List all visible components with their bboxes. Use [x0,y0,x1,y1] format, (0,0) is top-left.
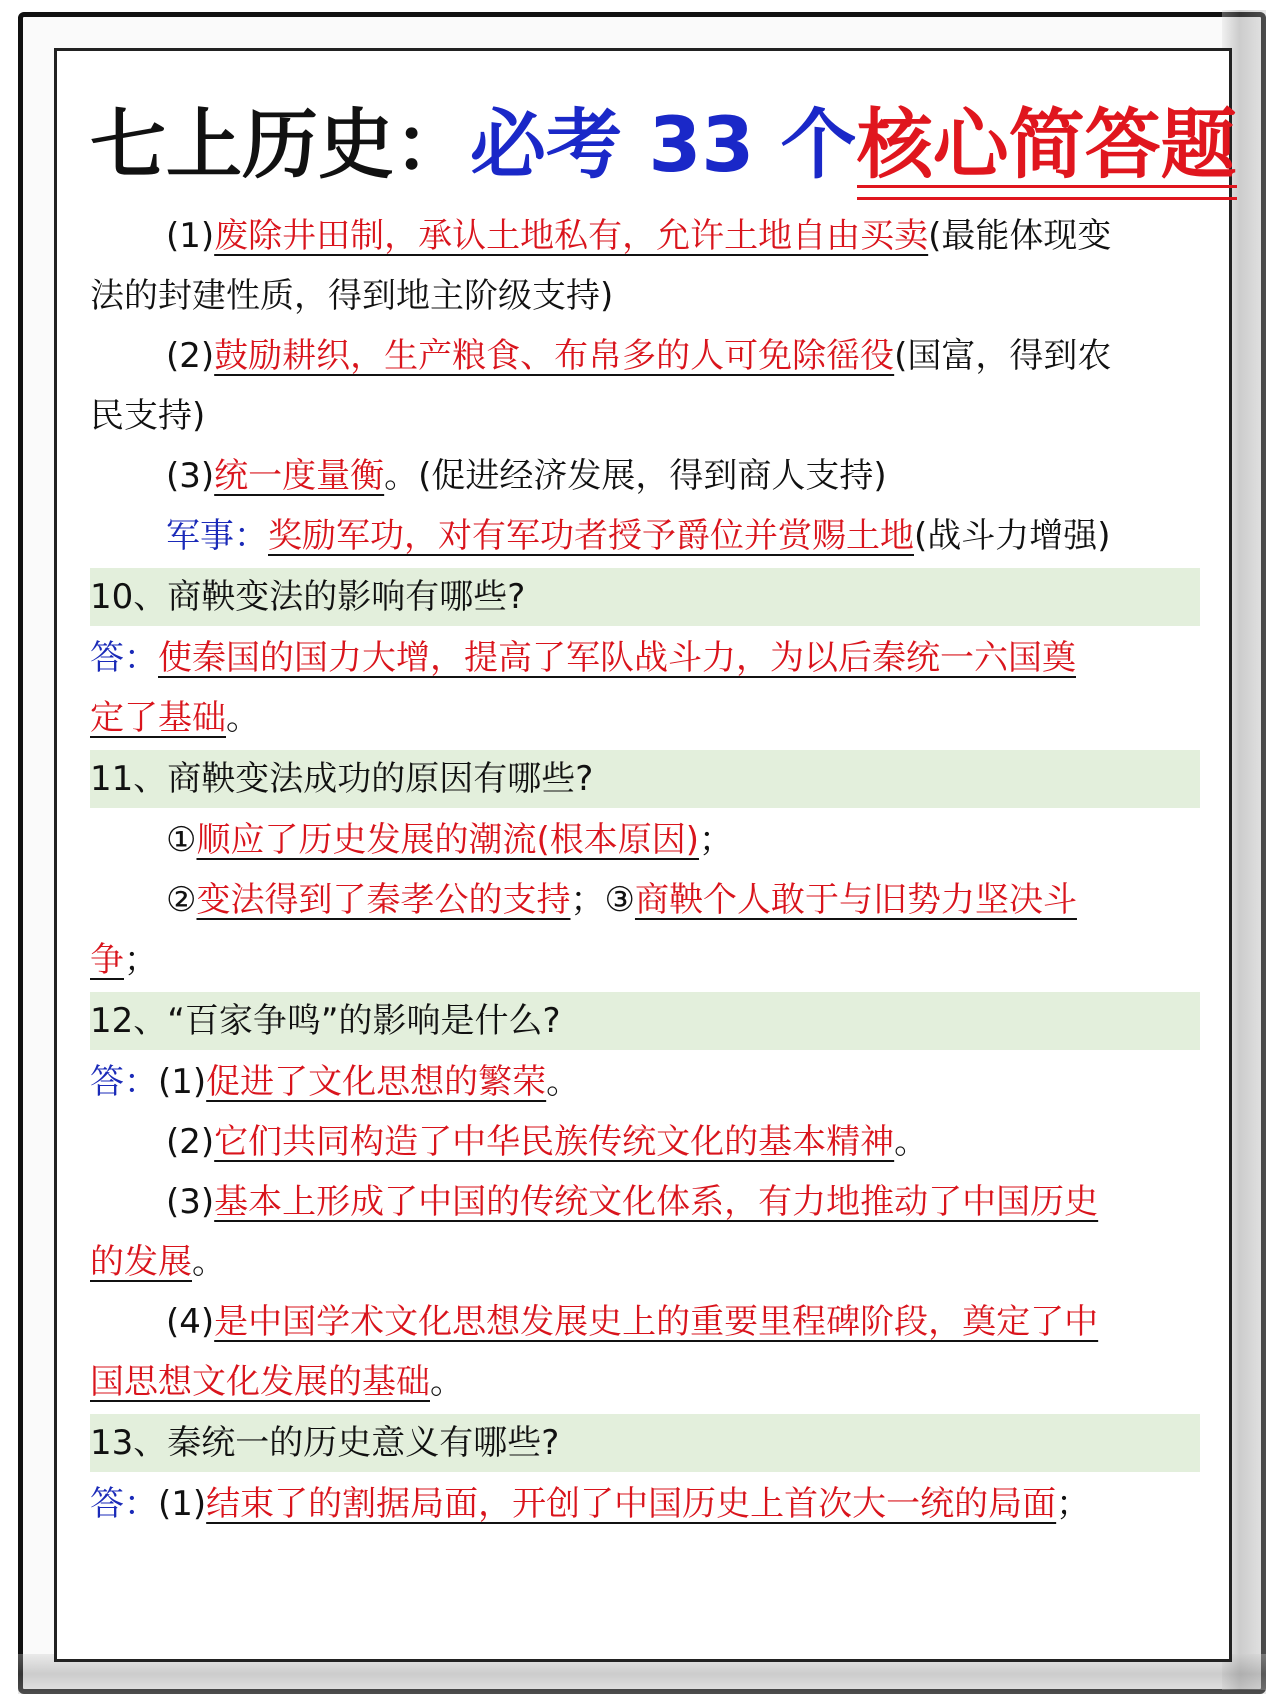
reform-line-4: 民支持) [90,396,206,436]
reform-line-3 [90,326,1200,386]
reform-num-3: (3) [166,456,215,496]
q12-num-2: (2) [166,1122,215,1162]
q12-answer-line-1 [90,1052,1200,1112]
q11-rest-3: ； [124,940,158,980]
q12-num-4: (4) [166,1302,215,1342]
question-10: 10、商鞅变法的影响有哪些? [90,568,1200,626]
q10-answer-key-2: 定了基础 [90,698,226,738]
question-13: 13、秦统一的历史意义有哪些? [90,1414,1200,1472]
military-key: 奖励军功，对有军功者授予爵位并赏赐土地 [268,516,914,556]
q11-key-2: 变法得到了秦孝公的支持 [196,880,571,920]
q13-num-1: (1) [158,1484,207,1524]
question-11: 11、商鞅变法成功的原因有哪些? [90,750,1200,808]
title-topic: 核心简答题 [857,100,1237,192]
q12-rest-1: 。 [546,1062,581,1102]
q13-answer-line-1 [90,1474,1200,1534]
title-subject: 七上历史： [90,100,470,189]
q12-num-3: (3) [166,1182,215,1222]
q12-rest-2: 。 [894,1122,929,1162]
page-title [90,100,1237,192]
q12-rest-6: 。 [430,1362,464,1402]
q12-num-1: (1) [158,1062,207,1102]
title-count: 必考 33 个 [470,100,857,189]
q12-key-6: 国思想文化发展的基础 [90,1362,430,1402]
q11-num-2: ② [166,880,197,920]
q12-answer-line-5 [90,1292,1200,1352]
q10-answer-line-1 [90,628,1200,688]
reform-num-1: (1) [166,216,215,256]
reform-key-1: 废除井田制，承认土地私有，允许土地自由买卖 [214,216,929,256]
q12-key-2: 它们共同构造了中华民族传统文化的基本精神 [214,1122,895,1162]
reform-key-2: 鼓励耕织，生产粮食、布帛多的人可免除徭役 [214,336,895,376]
q10-answer-line-2 [90,688,1200,748]
q13-key-1: 结束了的割据局面，开创了中国历史上首次大一统的局面 [206,1484,1057,1524]
q10-answer-rest: 。 [226,698,260,738]
q10-answer-label: 答： [90,638,158,678]
q11-key-1: 顺应了历史发展的潮流(根本原因) [196,820,700,860]
reform-rest-3: 。(促进经济发展，得到商人支持) [384,456,887,496]
q12-answer-line-3 [90,1172,1200,1232]
q13-rest-1: ； [1056,1484,1091,1524]
reform-num-2: (2) [166,336,215,376]
q12-key-3: 基本上形成了中国的传统文化体系，有力地推动了中国历史 [214,1182,1099,1222]
military-rest: (战斗力增强) [914,516,1111,556]
q11-key-3-end: 争 [90,940,124,980]
q12-key-4: 的发展 [90,1242,192,1282]
q11-rest-1: ； [699,820,734,860]
q12-answer-line-2 [90,1112,1200,1172]
q12-answer-label: 答： [90,1062,158,1102]
question-12: 12、“百家争鸣”的影响是什么? [90,992,1200,1050]
reform-key-3: 统一度量衡 [214,456,385,496]
reform-line-5 [90,446,1200,506]
q13-answer-label: 答： [90,1484,158,1524]
q12-key-1: 促进了文化思想的繁荣 [206,1062,547,1102]
q11-answer-line-3 [90,930,1200,990]
reform-rest-2: (国富，得到农 [894,336,1112,376]
q12-rest-4: 。 [192,1242,226,1282]
q12-answer-line-4 [90,1232,1200,1292]
q11-key-3: 商鞅个人敢于与旧势力坚决斗 [634,880,1077,920]
q11-num-1: ① [166,820,197,860]
q10-answer-key-1: 使秦国的国力大增，提高了军队战斗力，为以后秦统一六国奠 [158,638,1076,678]
reform-rest-1: (最能体现变 [928,216,1112,256]
q11-answer-line-2 [90,870,1200,930]
q11-answer-line-1 [90,810,1200,870]
q12-answer-line-6 [90,1352,1200,1412]
reform-line-1 [90,206,1200,266]
reform-line-2: 法的封建性质，得到地主阶级支持) [90,276,614,316]
reform-line-military [90,506,1200,566]
q11-mid: ；③ [570,880,635,920]
q12-key-5: 是中国学术文化思想发展史上的重要里程碑阶段，奠定了中 [214,1302,1099,1342]
military-label: 军事： [166,516,268,556]
note-content [90,100,1237,1534]
